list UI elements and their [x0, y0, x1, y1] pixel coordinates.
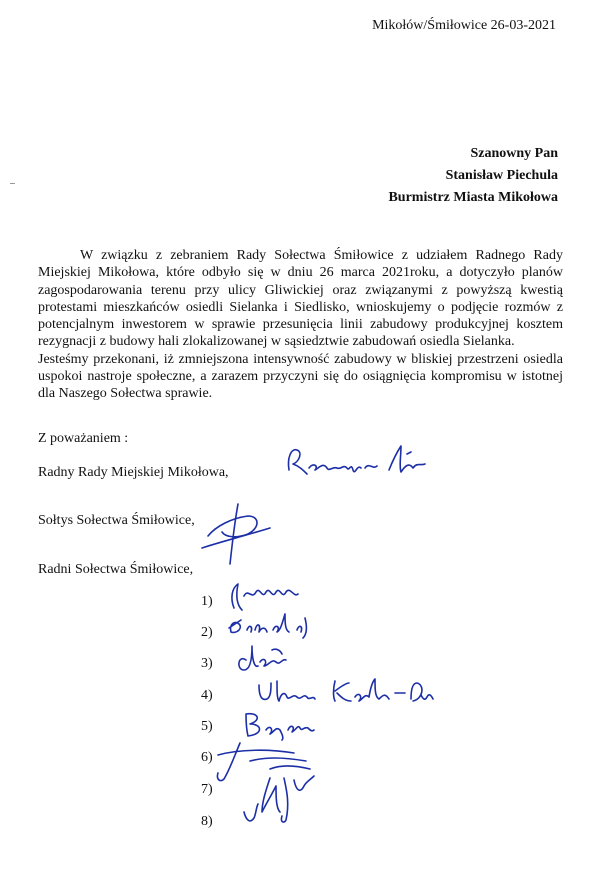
member-number-6: 6)	[201, 750, 213, 765]
place-date: Mikołów/Śmiłowice 26-03-2021	[372, 18, 556, 33]
recipient-salutation: Szanowny Pan	[470, 146, 558, 161]
signature-member-2	[225, 610, 325, 640]
signer-council-members: Radni Sołectwa Śmiłowice,	[38, 562, 194, 577]
member-number-7: 7)	[201, 782, 213, 797]
signature-member-3	[232, 640, 292, 678]
recipient-block	[388, 143, 558, 209]
signer-soltys: Sołtys Sołectwa Śmiłowice,	[38, 513, 195, 528]
closing-phrase: Z poważaniem :	[38, 431, 129, 446]
member-number-8: 8)	[201, 814, 213, 829]
member-number-5: 5)	[201, 719, 213, 734]
member-number-1: 1)	[201, 594, 213, 609]
signature-member-7-8	[240, 768, 330, 828]
member-number-2: 2)	[201, 625, 213, 640]
signature-councillor	[285, 440, 435, 480]
member-number-3: 3)	[201, 656, 213, 671]
signer-councillor: Radny Rady Miejskiej Mikołowa,	[38, 465, 229, 480]
signature-soltys	[200, 496, 275, 568]
body-paragraph-2: Jesteśmy przekonani, iż zmniejszona intensywność zabudowy w bliskiej przestrzeni osiedla uspokoi nastroje społeczne, a zarazem przyczyni się do osiągnięcia kompromisu w istotnej dla Naszego Sołectwa sprawie.	[38, 351, 563, 402]
letter-body	[38, 247, 563, 403]
member-number-4: 4)	[201, 688, 213, 703]
recipient-title: Burmistrz Miasta Mikołowa	[388, 190, 558, 205]
body-paragraph-1: W związku z zebraniem Rady Sołectwa Śmiłowice z udziałem Radnego Rady Miejskiej Mikołowa, które odbyło się w dniu 26 marca 2021roku, a dotyczyło planów zagospodarowania terenu przy ulicy Gliwickiej oraz związanymi z powyższą kwestią protestami mieszkańców osiedli Sielanka i Siedlisko, wnioskujemy o podjęcie rozmów z potencjalnym inwestorem w sprawie przesunięcia linii zabudowy produkcyjnej kosztem rezygnacji z budowy hali zlokalizowanej w sąsiedztwie zabudowań osiedla Sielanka.	[38, 248, 563, 350]
signature-member-4	[255, 675, 435, 707]
scan-edge-mark	[10, 183, 15, 184]
recipient-name: Stanisław Piechula	[445, 168, 558, 183]
